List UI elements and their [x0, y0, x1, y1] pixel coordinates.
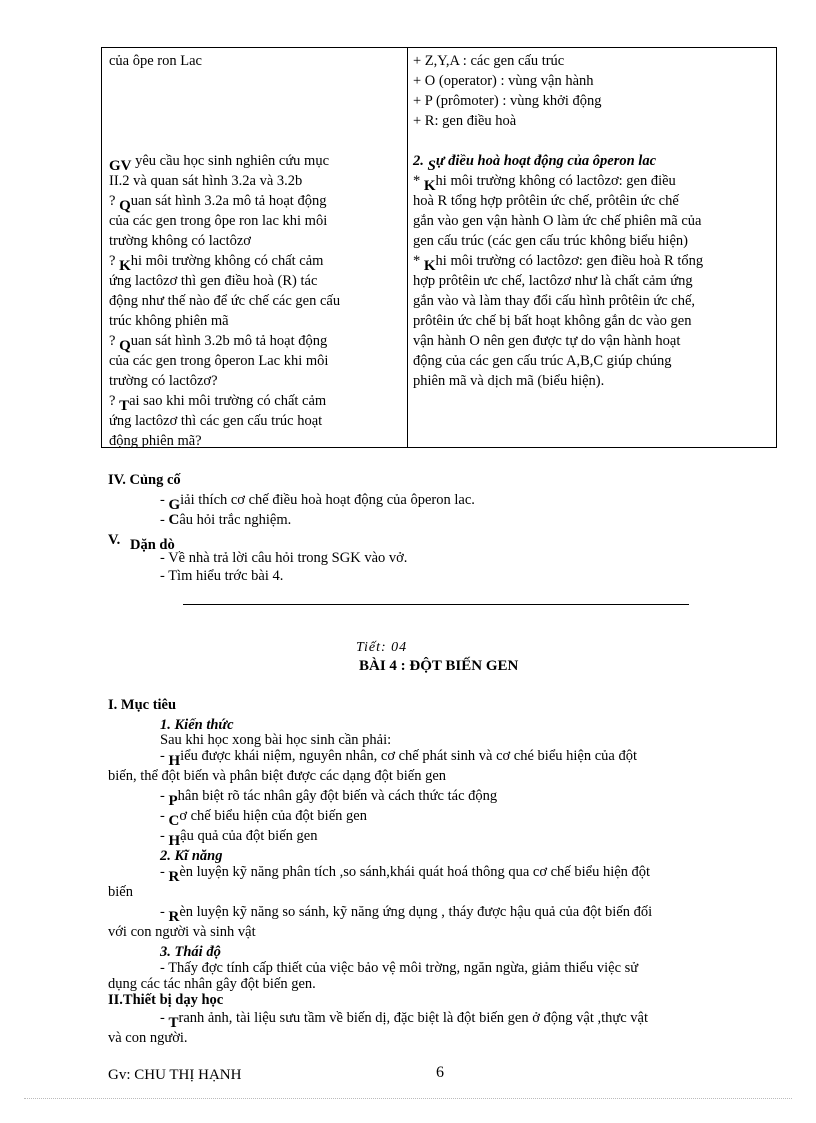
no-lactose-line3: gắn vào gen vận hành O làm ức chế phiên mã của — [413, 213, 702, 229]
lactose-paragraph: * Khi môi trường có lactôzơ: gen điều hoà R tổng — [413, 253, 704, 274]
dropcap: T — [119, 398, 130, 414]
question-2: ? Khi môi trường không có chất cảm — [109, 253, 324, 274]
question-3: ? Quan sát hình 3.2b mô tả hoạt động — [109, 333, 328, 354]
dropcap: Q — [119, 198, 131, 214]
equipment-item-1: - Tranh ảnh, tài liệu sưu tầm về biến dị, đặc biệt là đột biến gen ở động vật ,thực vật — [160, 1010, 649, 1031]
content-cell — [413, 51, 773, 391]
attitude-item-1-line2: dụng các tác nhân gây đột biến gen. — [108, 976, 316, 992]
section-ii-heading: II.Thiết bị dạy học — [108, 992, 224, 1008]
page-number: 6 — [436, 1064, 444, 1081]
knowledge-item-1-line2: biến, thể đột biến và phân biệt được các dạng đột biến gen — [108, 768, 447, 784]
dropcap: C — [168, 813, 180, 829]
gv-instruction: GV yêu cầu học sinh nghiên cứu mục — [109, 153, 330, 174]
dropcap: P — [168, 793, 178, 809]
section-v-item-2: - Tìm hiểu trớc bài 4. — [160, 568, 284, 584]
no-lactose-line4: gen cấu trúc (các gen cấu trúc không biểu hiện) — [413, 233, 688, 249]
question-2-line3: động như thế nào để ức chế các gen cấu — [109, 293, 341, 309]
page-bottom-border — [24, 1098, 792, 1099]
question-4: ? Tai sao khi môi trường có chất cảm — [109, 393, 327, 414]
lactose-line2: hợp prôtêin ưc chế, lactôzơ như là chất cảm ứng — [413, 273, 693, 289]
question-4-line2: ứng lactôzơ thì các gen cấu trúc hoạt — [109, 413, 323, 429]
gv-instruction-line2: II.2 và quan sát hình 3.2a và 3.2b — [109, 173, 303, 189]
question-1-line3: trường không có lactôzơ — [109, 233, 251, 249]
dropcap: GV — [109, 158, 132, 174]
section-v-item-1: - Về nhà trả lời câu hỏi trong SGK vào vở. — [160, 550, 408, 566]
dropcap: T — [168, 1015, 179, 1031]
question-2-line2: ứng lactôzơ thì gen điều hoà (R) tác — [109, 273, 318, 289]
no-lactose-paragraph: * Khi môi trường không có lactôzơ: gen điều — [413, 173, 676, 194]
table-column-divider — [407, 48, 408, 447]
skills-item-1-line2: biến — [108, 884, 133, 900]
dropcap: K — [119, 258, 131, 274]
dropcap: H — [168, 833, 181, 849]
question-1: ? Quan sát hình 3.2a mô tả hoạt động — [109, 193, 327, 214]
knowledge-intro: Sau khi học xong bài học sinh cần phải: — [160, 732, 392, 748]
horizontal-divider — [183, 604, 689, 605]
question-3-line3: trường có lactôzơ? — [109, 373, 218, 389]
skills-item-1: - Rèn luyện kỹ năng phân tích ,so sánh,khái quát hoá thông qua cơ chế biểu hiện đột — [160, 864, 651, 885]
skills-item-2: - Rèn luyện kỹ năng so sánh, kỹ năng ứng dụng , tháy được hậu quả của đột biến đối — [160, 904, 653, 925]
question-2-line4: trúc không phiên mã — [109, 313, 229, 329]
knowledge-item-1: - Hiểu được khái niệm, nguyên nhân, cơ chế phát sinh và cơ ché biểu hiện của đột — [160, 748, 637, 769]
lactose-line3: gắn vào và làm thay đổi cấu hình prôtêin ức chế, — [413, 293, 696, 309]
dropcap: R — [168, 909, 180, 925]
dropcap: K — [423, 178, 436, 194]
left-intro: của ôpe ron Lac — [109, 53, 202, 69]
question-4-line3: động phiên mã? — [109, 433, 202, 449]
section-v-number: V. — [108, 532, 121, 548]
regulation-heading: 2. Sự điều hoà hoạt động của ôperon lac — [413, 153, 657, 174]
lactose-line4: prôtêin ức chế bị bất hoạt không gắn dc vào gen — [413, 313, 692, 329]
knowledge-item-2: - Phân biệt rõ tác nhân gây đột biến và cách thức tác động — [160, 788, 498, 809]
lactose-line6: động của các gen cấu trúc A,B,C giúp chúng — [413, 353, 672, 369]
section-iv-item-2: - Câu hỏi trắc nghiệm. — [160, 512, 292, 528]
skills-heading: 2. Kĩ năng — [160, 848, 223, 864]
lesson-title: BÀI 4 : ĐỘT BIẾN GEN — [359, 658, 519, 674]
section-i-heading: I. Mục tiêu — [108, 697, 177, 713]
lesson-period: Tiết: 04 — [356, 640, 408, 655]
teacher-activity-cell — [109, 51, 401, 451]
attitude-item-1: - Thấy đợc tính cấp thiết của việc bảo vệ môi trờng, ngăn ngừa, giảm thiểu việc sử — [160, 960, 639, 976]
equipment-item-1-line2: và con người. — [108, 1030, 188, 1046]
gene-list-item: + Z,Y,A : các gen cấu trúc — [413, 53, 565, 69]
gene-list-item: + O (operator) : vùng vận hành — [413, 73, 594, 89]
dropcap: H — [168, 753, 181, 769]
section-iv-item-1: - Giải thích cơ chế điều hoà hoạt động của ôperon lac. — [160, 492, 475, 513]
dropcap: Q — [119, 338, 131, 354]
section-v-heading: Dặn dò — [130, 537, 175, 553]
attitude-heading: 3. Thái độ — [160, 944, 221, 960]
section-iv-heading: IV. Củng cố — [108, 472, 181, 488]
teacher-name: Gv: CHU THỊ HẠNH — [108, 1067, 242, 1083]
skills-item-2-line2: với con người và sinh vật — [108, 924, 256, 940]
knowledge-heading: 1. Kiến thức — [160, 717, 234, 733]
question-3-line2: của các gen trong ôperon Lac khi môi — [109, 353, 329, 369]
no-lactose-line2: hoà R tổng hợp prôtêin ức chế, prôtêin ức chế — [413, 193, 679, 209]
gene-list-item: + R: gen điều hoà — [413, 113, 517, 129]
knowledge-item-3: - Cơ chế biểu hiện của đột biến gen — [160, 808, 367, 829]
dropcap: S — [427, 158, 436, 174]
lactose-line5: vận hành O nên gen được tự do vận hành hoạt — [413, 333, 681, 349]
knowledge-item-4: - Hậu quả của đột biến gen — [160, 828, 318, 849]
lesson-table — [101, 47, 777, 448]
lactose-line7: phiên mã và dịch mã (biểu hiện). — [413, 373, 605, 389]
gene-list-item: + P (prômoter) : vùng khởi động — [413, 93, 602, 109]
dropcap: G — [168, 497, 181, 513]
dropcap: K — [423, 258, 436, 274]
dropcap: C — [168, 512, 180, 528]
question-1-line2: của các gen trong ôpe ron lac khi môi — [109, 213, 328, 229]
dropcap: R — [168, 869, 180, 885]
